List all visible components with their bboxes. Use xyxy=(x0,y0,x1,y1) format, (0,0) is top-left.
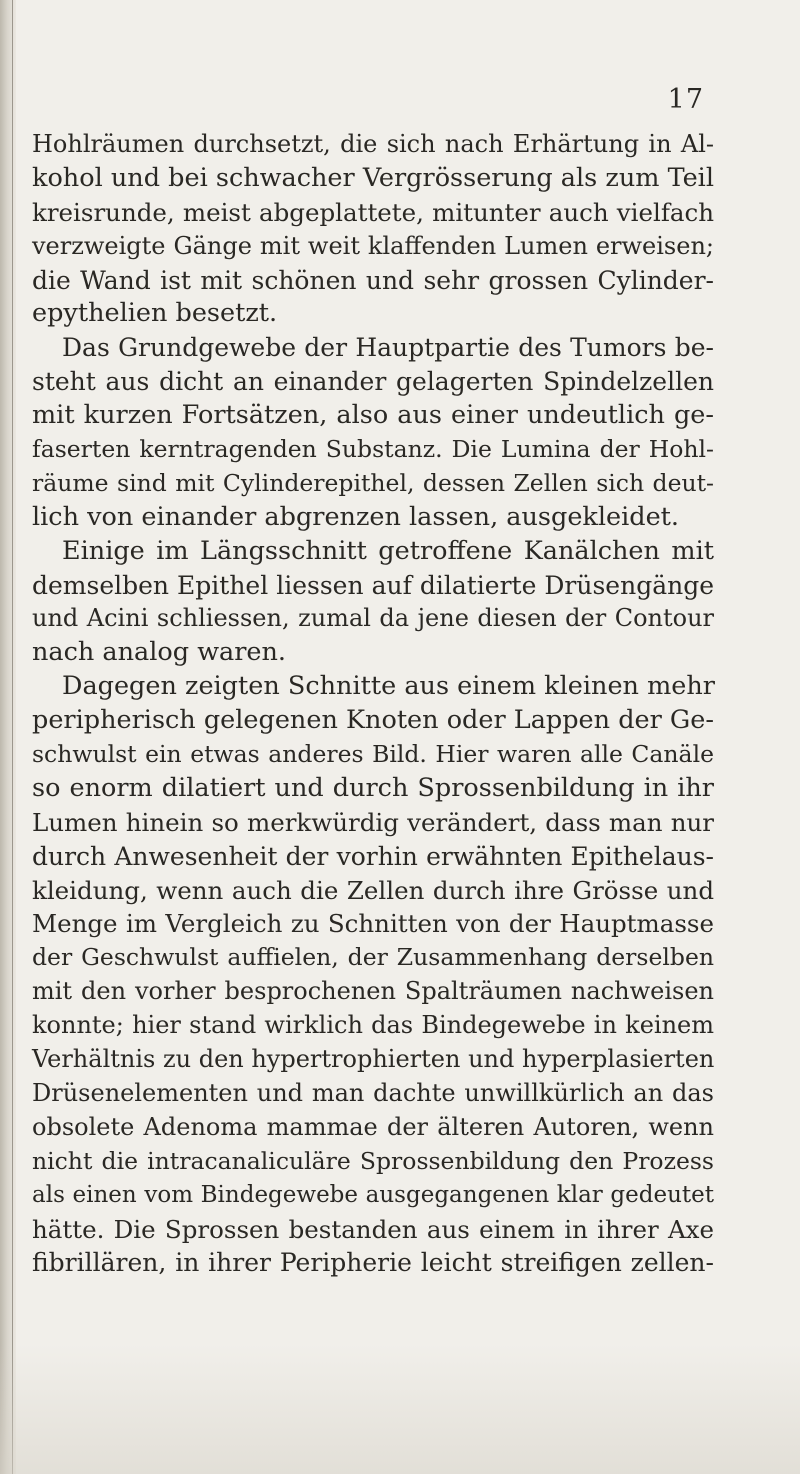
text-line: und Acini schliessen, zumal da jene diesen der Contour xyxy=(32,604,714,633)
text-line: verzweigte Gänge mit weit klaffenden Lumen erweisen; xyxy=(32,231,714,260)
text-line: hätte. Die Sprossen bestanden aus einem in ihrer Axe xyxy=(32,1214,714,1244)
text-line: Lumen hinein so merkwürdig verändert, dass man nur xyxy=(32,807,714,837)
text-line: lich von einander abgrenzen lassen, ausgekleidet. xyxy=(32,501,680,532)
text-line: kleidung, wenn auch die Zellen durch ihre Grösse und xyxy=(32,875,714,905)
text-line: so enorm dilatiert und durch Sprossenbildung in ihr xyxy=(32,772,714,803)
text-line: kreisrunde, meist abgeplattete, mitunter auch vielfach xyxy=(32,197,714,227)
text-line: Einige im Längsschnitt getroffene Kanälchen mit xyxy=(62,535,714,566)
text-line: kohol und bei schwacher Vergrösserung als zum Teil xyxy=(32,162,714,193)
text-line: Drüsenelementen und man dachte unwillkürlich an das xyxy=(32,1078,714,1107)
page-bottom-shading xyxy=(0,1344,800,1474)
page-binding-edge xyxy=(0,0,16,1474)
text-line: faserten kerntragenden Substanz. Die Lumina der Hohl- xyxy=(32,435,714,464)
text-line: der Geschwulst auffielen, der Zusammenhang derselben xyxy=(32,943,714,972)
text-line: mit kurzen Fortsätzen, also aus einer undeutlich ge- xyxy=(32,400,714,431)
text-line: mit den vorher besprochenen Spalträumen nachweisen xyxy=(32,977,714,1006)
text-line: peripherisch gelegenen Knoten oder Lappen der Ge- xyxy=(32,705,714,736)
text-line: Das Grundgewebe der Hauptpartie des Tumors be- xyxy=(62,333,714,363)
body-text xyxy=(32,128,714,1280)
text-line: schwulst ein etwas anderes Bild. Hier waren alle Canäle xyxy=(32,740,714,769)
text-line: Hohlräumen durchsetzt, die sich nach Erhärtung in Al- xyxy=(32,130,714,158)
text-line: Menge im Vergleich zu Schnitten von der Hauptmasse xyxy=(32,909,714,939)
page-number: 17 xyxy=(667,84,704,115)
paragraph xyxy=(32,670,714,1280)
text-line: konnte; hier stand wirklich das Bindegewebe in keinem xyxy=(32,1011,714,1040)
paragraph xyxy=(32,331,714,534)
text-line: Dagegen zeigten Schnitte aus einem kleinen mehr xyxy=(62,671,715,702)
text-line: nicht die intracanaliculäre Sprossenbildung den Prozess xyxy=(32,1146,714,1175)
paragraph xyxy=(32,535,714,671)
text-line: steht aus dicht an einander gelagerten Spindelzellen xyxy=(32,367,714,397)
text-line: als einen vom Bindegewebe ausgegangenen klar gedeutet xyxy=(32,1181,714,1208)
page-binding-line xyxy=(12,0,13,1474)
text-line: durch Anwesenheit der vorhin erwähnten Epithelaus- xyxy=(32,841,714,871)
text-line: demselben Epithel liessen auf dilatierte Drüsengänge xyxy=(32,570,714,600)
paragraph xyxy=(32,128,714,331)
text-line: räume sind mit Cylinderepithel, dessen Zellen sich deut- xyxy=(32,468,714,497)
text-line: Verhältnis zu den hypertrophierten und hyperplasierten xyxy=(32,1045,715,1074)
text-line: nach analog waren. xyxy=(32,637,287,668)
text-line: obsolete Adenoma mammae der älteren Autoren, wenn xyxy=(32,1112,714,1141)
text-line: die Wand ist mit schönen und sehr grossen Cylinder- xyxy=(32,265,714,295)
text-line: epythelien besetzt. xyxy=(32,298,278,329)
text-line: fibrillären, in ihrer Peripherie leicht streifigen zellen- xyxy=(32,1248,714,1278)
